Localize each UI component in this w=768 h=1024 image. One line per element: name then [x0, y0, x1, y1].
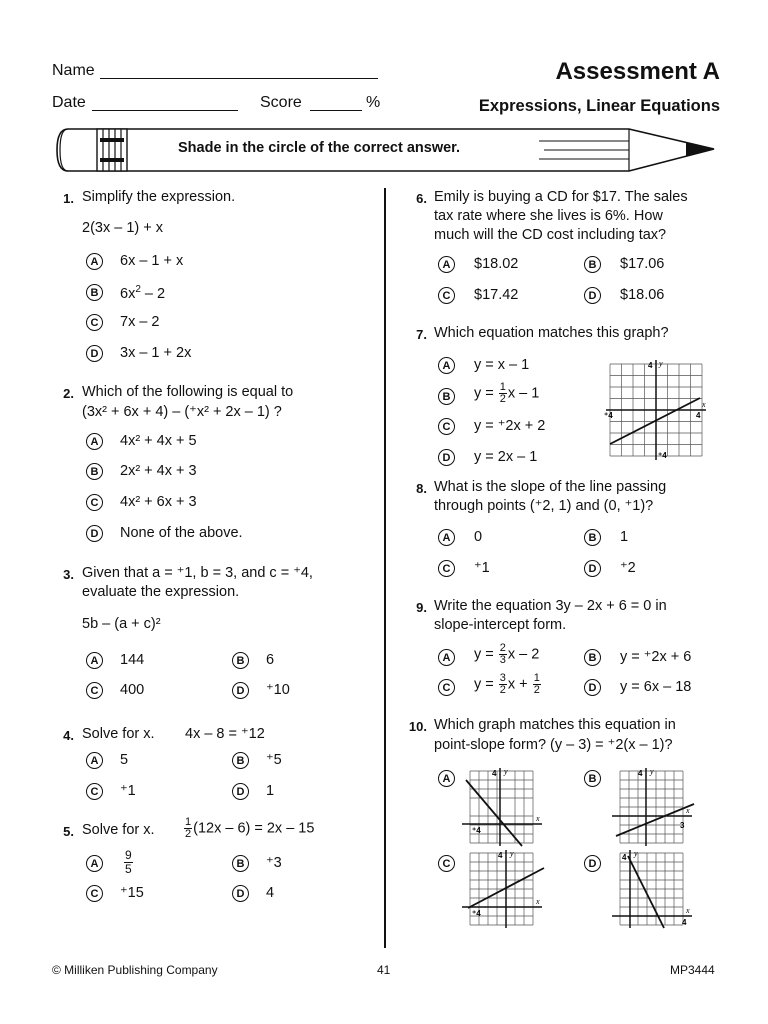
option-c-bubble[interactable]: C: [86, 682, 103, 699]
option-a-text: 5: [120, 752, 129, 768]
option-b-bubble[interactable]: B: [232, 652, 249, 669]
axis-label: x: [686, 806, 690, 815]
tick-label: 4: [696, 411, 701, 420]
question-number: 1.: [63, 191, 74, 206]
question-number: 6.: [416, 191, 427, 206]
tick-label: ⁺4: [604, 411, 613, 420]
option-c-bubble[interactable]: C: [438, 560, 455, 577]
option-d-bubble[interactable]: D: [584, 287, 601, 304]
tick-label: ⁺4: [472, 909, 481, 918]
option-d-bubble[interactable]: D: [86, 525, 103, 542]
score-label: Score: [260, 94, 302, 111]
option-c-bubble[interactable]: C: [86, 494, 103, 511]
option-d-bubble[interactable]: D: [584, 855, 601, 872]
option-d-text: $18.06: [620, 287, 665, 303]
option-d-text: 3x – 1 + 2x: [120, 345, 192, 361]
question-text: Write the equation 3y – 2x + 6 = 0 in: [434, 598, 667, 614]
option-b-text: y = $\frac{1}{2}$ x – 1: [474, 381, 540, 405]
question-text: Which graph matches this equation in: [434, 717, 676, 733]
option-a-bubble[interactable]: A: [86, 855, 103, 872]
question-number: 8.: [416, 481, 427, 496]
option-d-text: None of the above.: [120, 525, 243, 541]
option-b-text: 1: [620, 529, 629, 545]
question-text: Emily is buying a CD for $17. The sales: [434, 189, 688, 205]
option-a-bubble[interactable]: A: [86, 752, 103, 769]
option-b-bubble[interactable]: B: [86, 463, 103, 480]
option-a-bubble[interactable]: A: [438, 256, 455, 273]
option-b-text: y = ⁺2x + 6: [620, 649, 692, 665]
option-a-text: 6x – 1 + x: [120, 253, 184, 269]
page-number: 41: [377, 963, 391, 977]
q7-graph: [604, 358, 708, 462]
option-a-bubble[interactable]: A: [86, 433, 103, 450]
question-text: Solve for x.: [82, 822, 155, 838]
option-a-bubble[interactable]: A: [86, 253, 103, 270]
option-a-text: $18.02: [474, 256, 519, 272]
axis-label: y: [504, 767, 508, 776]
option-a-text: 0: [474, 529, 483, 545]
tick-label: 4: [682, 918, 687, 927]
question-text: Given that a = ⁺1, b = 3, and c = ⁺4,: [82, 565, 313, 581]
question-text: What is the slope of the line passing: [434, 479, 667, 495]
option-c-bubble[interactable]: C: [438, 855, 455, 872]
name-field[interactable]: [100, 78, 378, 79]
option-d-bubble[interactable]: D: [584, 679, 601, 696]
option-d-bubble[interactable]: D: [232, 885, 249, 902]
question-number: 3.: [63, 567, 74, 582]
option-c-text: y = $\frac{3}{2}$ x + $\frac{1}{2}$: [474, 672, 540, 696]
axis-label: y: [510, 849, 514, 858]
graph-option-a: [460, 766, 546, 848]
axis-label: y: [659, 359, 663, 368]
tick-label: 3: [680, 821, 685, 830]
footer-copyright: © Milliken Publishing Company: [52, 963, 218, 977]
question-text: (3x² + 6x + 4) – (⁺x² + 2x – 1) ?: [82, 404, 282, 420]
percent-label: %: [366, 94, 381, 111]
date-field[interactable]: [92, 110, 238, 111]
option-b-text: $6x^2 - 2$: [120, 284, 166, 302]
product-code: MP3444: [670, 963, 715, 977]
expression: 2(3x – 1) + x: [82, 220, 163, 236]
question-number: 10.: [408, 719, 427, 734]
axis-label: x: [536, 814, 540, 823]
option-c-text: 400: [120, 682, 145, 698]
tick-label: ⁺4: [472, 826, 481, 835]
option-c-bubble[interactable]: C: [86, 314, 103, 331]
option-a-text: 4x² + 4x + 5: [120, 433, 197, 449]
option-a-bubble[interactable]: A: [438, 529, 455, 546]
question-text: much will the CD cost including tax?: [434, 227, 667, 243]
option-b-bubble[interactable]: B: [584, 529, 601, 546]
axis-label: x: [686, 906, 690, 915]
option-a-bubble[interactable]: A: [438, 770, 455, 787]
tick-label: ⁺4: [658, 451, 667, 460]
option-b-bubble[interactable]: B: [86, 284, 103, 301]
option-d-text: 4: [266, 885, 275, 901]
question-text: through points (⁺2, 1) and (0, ⁺1)?: [434, 498, 654, 514]
option-c-text: ⁺1: [474, 560, 490, 576]
column-divider: [384, 188, 386, 948]
option-c-bubble[interactable]: C: [438, 679, 455, 696]
equation: 4x – 8 = ⁺12: [185, 726, 265, 742]
option-c-text: ⁺15: [120, 885, 144, 901]
option-c-bubble[interactable]: C: [438, 418, 455, 435]
equation: $\frac{1}{2}$ (12x – 6) = 2x – 15: [185, 816, 315, 840]
question-number: 5.: [63, 824, 74, 839]
tick-label: 4: [638, 769, 643, 778]
question-text: tax rate where she lives is 6%. How: [434, 208, 663, 224]
option-b-bubble[interactable]: B: [232, 855, 249, 872]
option-a-text: y = x – 1: [474, 357, 530, 373]
option-b-text: $17.06: [620, 256, 665, 272]
option-a-text: y = $\frac{2}{3}$ x – 2: [474, 642, 540, 666]
question-number: 4.: [63, 728, 74, 743]
question-number: 2.: [63, 386, 74, 401]
question-text: slope-intercept form.: [434, 617, 567, 633]
date-label: Date: [52, 94, 86, 111]
question-text: point-slope form? (y – 3) = ⁺2(x – 1)?: [434, 737, 673, 753]
option-b-text: ⁺3: [266, 855, 282, 871]
tick-label: 4: [498, 851, 503, 860]
axis-label: x: [702, 400, 706, 409]
option-a-text: $\frac{9}{5}$: [125, 848, 132, 876]
option-d-bubble[interactable]: D: [232, 682, 249, 699]
option-b-text: 2x² + 4x + 3: [120, 463, 197, 479]
graph-option-c: [460, 848, 546, 930]
instruction-text: Shade in the circle of the correct answer.: [178, 140, 461, 156]
graph-option-b: [610, 766, 696, 848]
option-d-text: y = 2x – 1: [474, 449, 538, 465]
option-c-text: y = ⁺2x + 2: [474, 418, 546, 434]
option-c-bubble[interactable]: C: [86, 783, 103, 800]
question-text: evaluate the expression.: [82, 584, 240, 600]
tick-label: 4: [492, 769, 497, 778]
page-title: Assessment A: [555, 58, 720, 85]
option-c-bubble[interactable]: C: [86, 885, 103, 902]
option-b-bubble[interactable]: B: [232, 752, 249, 769]
option-b-bubble[interactable]: B: [438, 388, 455, 405]
option-b-bubble[interactable]: B: [584, 649, 601, 666]
score-field[interactable]: [310, 110, 362, 111]
page-subtitle: Expressions, Linear Equations: [478, 97, 720, 115]
question-text: Solve for x.: [82, 726, 155, 742]
axis-label: x: [536, 897, 540, 906]
option-d-bubble[interactable]: D: [438, 449, 455, 466]
option-d-text: y = 6x – 18: [620, 679, 692, 695]
option-c-text: 4x² + 6x + 3: [120, 494, 197, 510]
option-c-text: $17.42: [474, 287, 519, 303]
question-number: 9.: [416, 600, 427, 615]
option-b-text: ⁺5: [266, 752, 282, 768]
option-a-bubble[interactable]: A: [86, 652, 103, 669]
axis-label: y: [650, 767, 654, 776]
option-d-bubble[interactable]: D: [232, 783, 249, 800]
option-b-bubble[interactable]: B: [584, 256, 601, 273]
axis-label: y: [634, 849, 638, 858]
option-c-text: ⁺1: [120, 783, 136, 799]
question-text: Which of the following is equal to: [82, 384, 294, 400]
option-d-bubble[interactable]: D: [584, 560, 601, 577]
option-c-bubble[interactable]: C: [438, 287, 455, 304]
expression: 5b – (a + c)²: [82, 616, 161, 632]
option-a-bubble[interactable]: A: [438, 649, 455, 666]
question-text: Which equation matches this graph?: [434, 325, 669, 341]
name-label: Name: [52, 62, 95, 79]
question-number: 7.: [416, 327, 427, 342]
option-b-bubble[interactable]: B: [584, 770, 601, 787]
option-d-text: 1: [266, 783, 275, 799]
question-text: Simplify the expression.: [82, 189, 236, 205]
option-d-bubble[interactable]: D: [86, 345, 103, 362]
tick-label: 4: [622, 853, 627, 862]
graph-option-d: [610, 848, 696, 930]
option-a-bubble[interactable]: A: [438, 357, 455, 374]
tick-label: 4: [648, 361, 653, 370]
option-a-text: 144: [120, 652, 145, 668]
option-c-text: 7x – 2: [120, 314, 160, 330]
option-d-text: ⁺2: [620, 560, 636, 576]
option-b-text: 6: [266, 652, 275, 668]
option-d-text: ⁺10: [266, 682, 290, 698]
